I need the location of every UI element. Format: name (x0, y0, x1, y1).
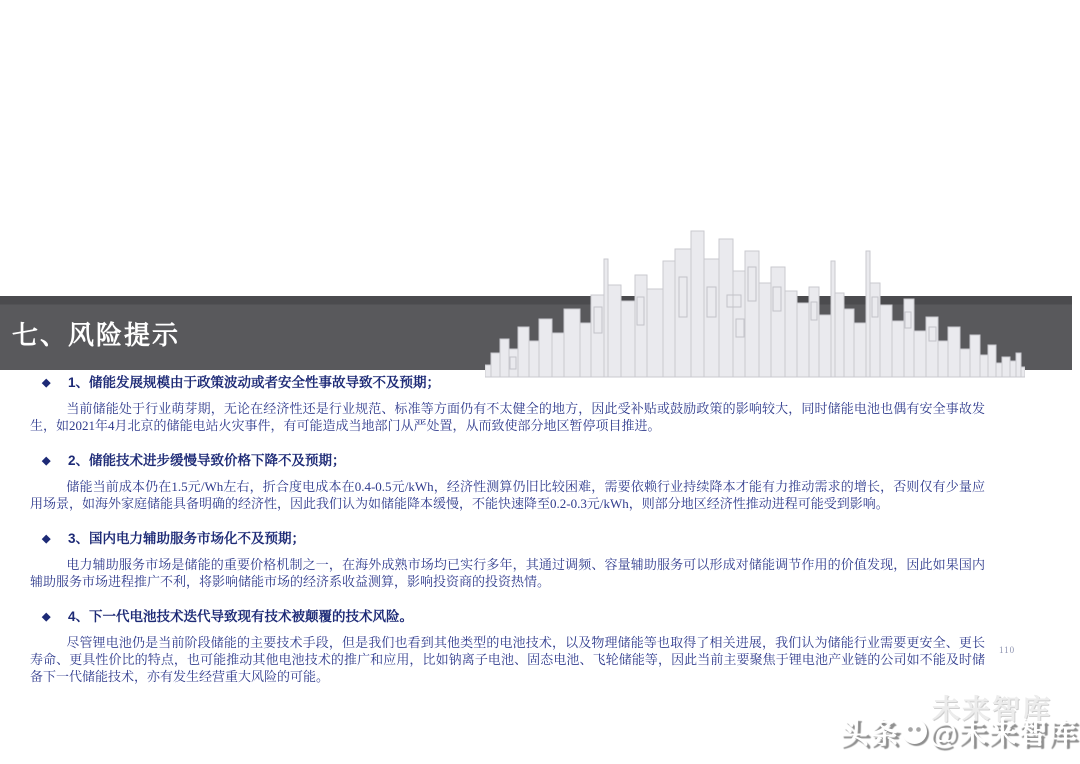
section-title: 七、风险提示 (12, 319, 181, 350)
diamond-bullet-icon: ◆ (42, 611, 51, 623)
risk-body-1: 当前储能处于行业萌芽期，无论在经济性还是行业规范、标准等方面仍有不太健全的地方，因此受补贴或鼓励政策的影响较大，同时储能电池也偶有安全事故发生，如2021年4月北京的储能电站火灾事件，有可能造成当地部门从严处置，从而致使部分地区暂停项目推进。 (30, 401, 985, 433)
risk-heading-text: 3、国内电力辅助服务市场化不及预期； (68, 531, 306, 546)
risk-heading-4 (30, 608, 985, 626)
watermark-ghost-text: 未来智库 (931, 694, 1052, 725)
risk-heading-2 (30, 452, 985, 470)
diamond-bullet-icon: ◆ (42, 377, 51, 389)
risk-heading-text: 2、储能技术进步缓慢导致价格下降不及预期； (68, 453, 346, 468)
risk-body-4: 尽管锂电池仍是当前阶段储能的主要技术手段，但是我们也看到其他类型的电池技术，以及物理储能等也取得了相关进展，我们认为储能行业需要更安全、更长寿命、更具性价比的特点，也可能推动其他电池技术的推广和应用，比如钠离子电池、固态电池、飞轮储能等，因此当前主要聚焦于锂电池产业链的公司如不能及时储备下一代储能技术，亦有发生经营重大风险的可能。 (30, 635, 985, 684)
watermark-text-prefix: 头条 (839, 718, 900, 750)
diamond-bullet-icon: ◆ (42, 455, 51, 467)
page-number: 110 (999, 645, 1016, 655)
risk-heading-3 (30, 530, 985, 548)
risk-body-3: 电力辅助服务市场是储能的重要价格机制之一，在海外成熟市场均已实行多年，其通过调频、容量辅助服务可以形成对储能调节作用的价值发现，因此如果国内辅助服务市场进程推广不利，将影响储能市场的经济系收益测算，影响投资商的投资热情。 (30, 557, 985, 589)
city-skyline-graphic (485, 227, 1025, 379)
watermark-logo-icon (902, 719, 927, 744)
watermark (839, 692, 1078, 756)
watermark-main (840, 711, 1078, 752)
risk-heading-text: 1、储能发展规模由于政策波动或者安全性事故导致不及预期； (68, 375, 441, 390)
risk-body-2: 储能当前成本仍在1.5元/Wh左右，折合度电成本在0.4-0.5元/kWh，经济性测算仍旧比较困难，需要依赖行业持续降本才能有力推动需求的增长，否则仅有少量应用场景，如海外家庭储能具备明确的经济性，因此我们认为如储能降本缓慢，不能快速降至0.2-0.3元/kWh，则部分地区经济性推动进程可能受到影响。 (30, 479, 985, 511)
risk-heading-1 (30, 374, 985, 392)
risk-list (30, 374, 985, 685)
diamond-bullet-icon: ◆ (42, 533, 51, 545)
watermark-text-suffix: @未来智库 (928, 718, 1078, 750)
risk-heading-text: 4、下一代电池技术迭代导致现有技术被颠覆的技术风险。 (68, 609, 414, 624)
